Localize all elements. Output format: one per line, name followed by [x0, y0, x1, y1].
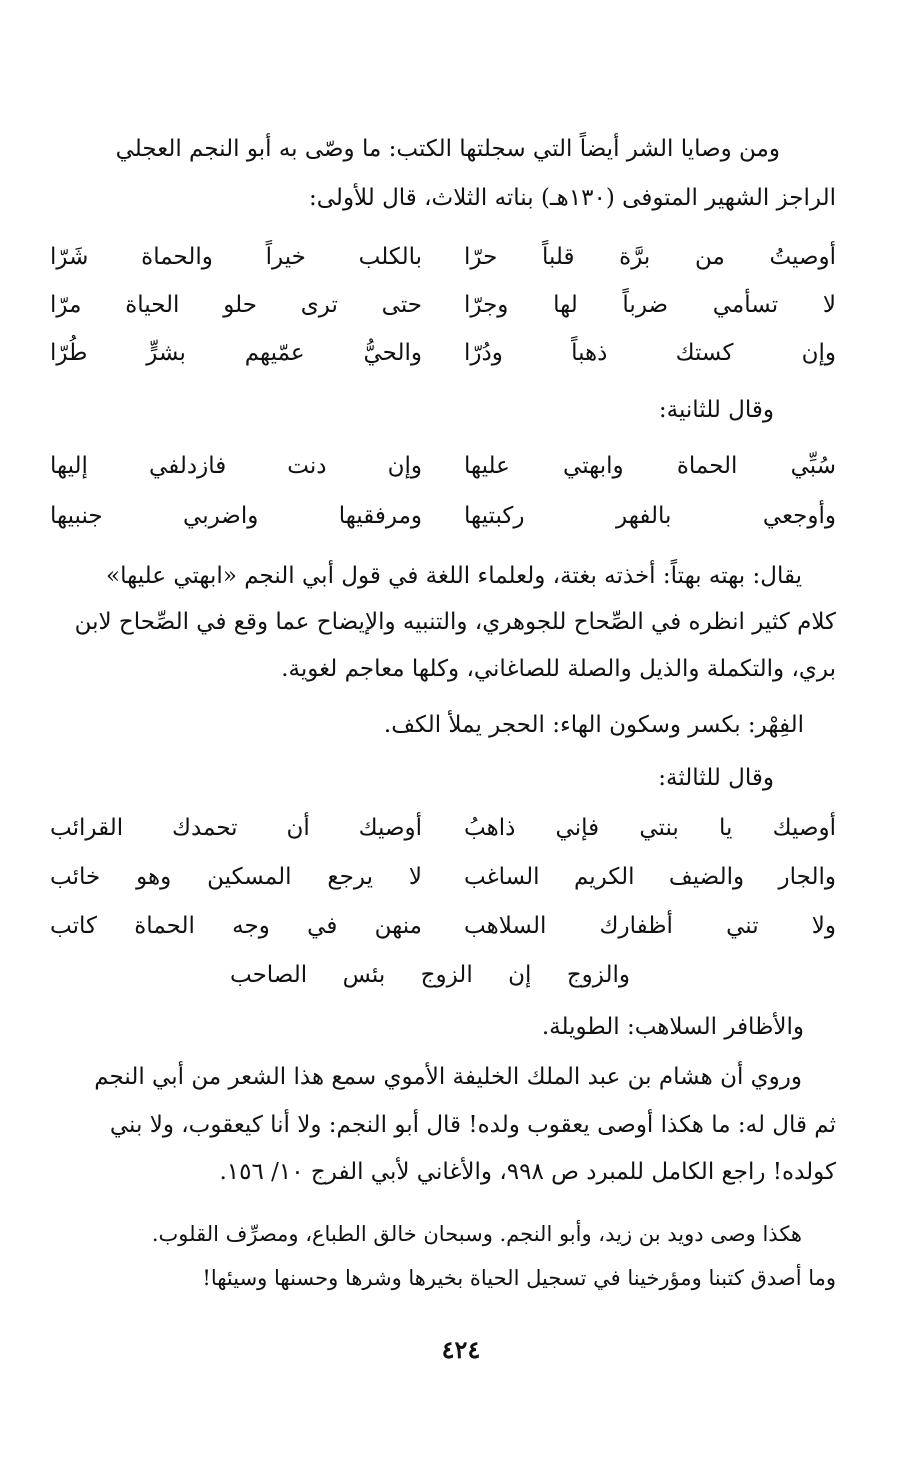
hemistich-right: وأوجعي بالفهر ركبتيها	[464, 503, 836, 529]
story-line-1	[50, 1053, 802, 1102]
poem1-verse-2	[50, 283, 836, 327]
note1-line-1	[50, 552, 802, 601]
hemistich-left: حتى ترى حلو الحياة مرّا	[50, 292, 422, 318]
note2-text: الفِهْر: بكسر وسكون الهاء: الحجر يملأ الكف.	[383, 712, 804, 738]
intro-text-1: ومن وصايا الشر أيضاً التي سجلتها الكتب: ما وصّى به أبو النجم العجلي	[115, 136, 780, 162]
note1-text-1: يقال: بهته بهتاً: أخذته بغتة، ولعلماء اللغة في قول أبي النجم «ابهتي عليها»	[106, 563, 802, 589]
conclusion-text-1: هكذا وصى دويد بن زيد، وأبو النجم. وسبحان خالق الطباع، ومصرِّف القلوب.	[151, 1222, 802, 1246]
note1-text-2: كلام كثير انظره في الصِّحاح للجوهري، والتنبيه والإيضاح عما وقع في الصِّحاح لابن	[74, 609, 836, 635]
intro-text-2: الراجز الشهير المتوفى (١٣٠هـ) بناته الثلاث، قال للأولى:	[309, 185, 836, 211]
story-text-3: كولده! راجع الكامل للمبرد ص ٩٩٨، والأغاني لأبي الفرج ١٠/ ١٥٦.	[219, 1159, 836, 1185]
hemistich-left: منهن في وجه الحماة كاتب	[50, 913, 422, 939]
conclusion-text-2: وما أصدق كتبنا ومؤرخينا في تسجيل الحياة بخيرها وشرها وحسنها وسيئها!	[202, 1266, 836, 1290]
hemistich-left: والحيُّ عمّيهم بشرٍّ طُرّا	[50, 340, 422, 366]
hemistich-left: لا يرجع المسكين وهو خائب	[50, 864, 422, 890]
page-number: ٤٢٤	[441, 1335, 481, 1364]
third-intro-text: وقال للثالثة:	[658, 765, 774, 791]
hemistich-left: بالكلب خيراً والحماة شَرّا	[50, 244, 422, 270]
note2	[50, 705, 804, 745]
hemistich-right: ولا تني أظفارك السلاهب	[464, 913, 836, 939]
conclusion-line-2	[50, 1256, 836, 1301]
hemistich-right: لا تسأمي ضرباً لها وجرّا	[464, 292, 836, 318]
poem3-verse-3	[50, 904, 836, 948]
note1-line-3	[50, 645, 836, 694]
second-intro-text: وقال للثانية:	[658, 397, 774, 423]
story-text-1: وروي أن هشام بن عبد الملك الخليفة الأموي سمع هذا الشعر من أبي النجم	[94, 1064, 802, 1090]
poem1-verse-1	[50, 235, 836, 279]
conclusion-line-1	[50, 1212, 802, 1257]
hemistich-left: وإن دنت فازدلفي إليها	[50, 453, 422, 479]
note3	[50, 1007, 804, 1047]
poem2-verse-2	[50, 494, 836, 538]
second-intro	[50, 390, 774, 430]
hemistich-right: والجار والضيف الكريم الساغب	[464, 864, 836, 890]
note3-text: والأظافر السلاهب: الطويلة.	[541, 1014, 804, 1040]
hemistich-right: سُبِّي الحماة وابهتي عليها	[464, 453, 836, 479]
poem2-verse-1	[50, 444, 836, 488]
intro-line-2	[50, 174, 836, 223]
hemistich-left: ومرفقيها واضربي جنبيها	[50, 503, 422, 529]
hemistich-right: وإن كستك ذهباً ودُرّا	[464, 340, 836, 366]
poem3-verse-1	[50, 806, 836, 850]
note1-line-2	[50, 598, 836, 647]
poem3-verse-2	[50, 855, 836, 899]
story-line-3	[50, 1148, 836, 1197]
hemistich-right: أوصيتُ من برَّة قلباً حرّا	[464, 244, 836, 270]
story-text-2: ثم قال له: ما هكذا أوصى يعقوب ولده! قال أبو النجم: ولا أنا كيعقوب، ولا بني	[109, 1112, 836, 1138]
hemistich-left: أوصيك أن تحمدك القرائب	[50, 815, 422, 841]
note1-text-3: بري، والتكملة والذيل والصلة للصاغاني، وكلها معاجم لغوية.	[281, 656, 836, 682]
story-line-2	[50, 1101, 836, 1150]
poem1-verse-3	[50, 331, 836, 375]
third-intro	[50, 758, 774, 798]
hemistich-right: أوصيك يا بنتي فإني ذاهبُ	[464, 815, 836, 841]
poem3-closing-line: والزوج إن الزوج بئس الصاحب	[230, 962, 630, 988]
intro-line-1	[50, 125, 780, 174]
